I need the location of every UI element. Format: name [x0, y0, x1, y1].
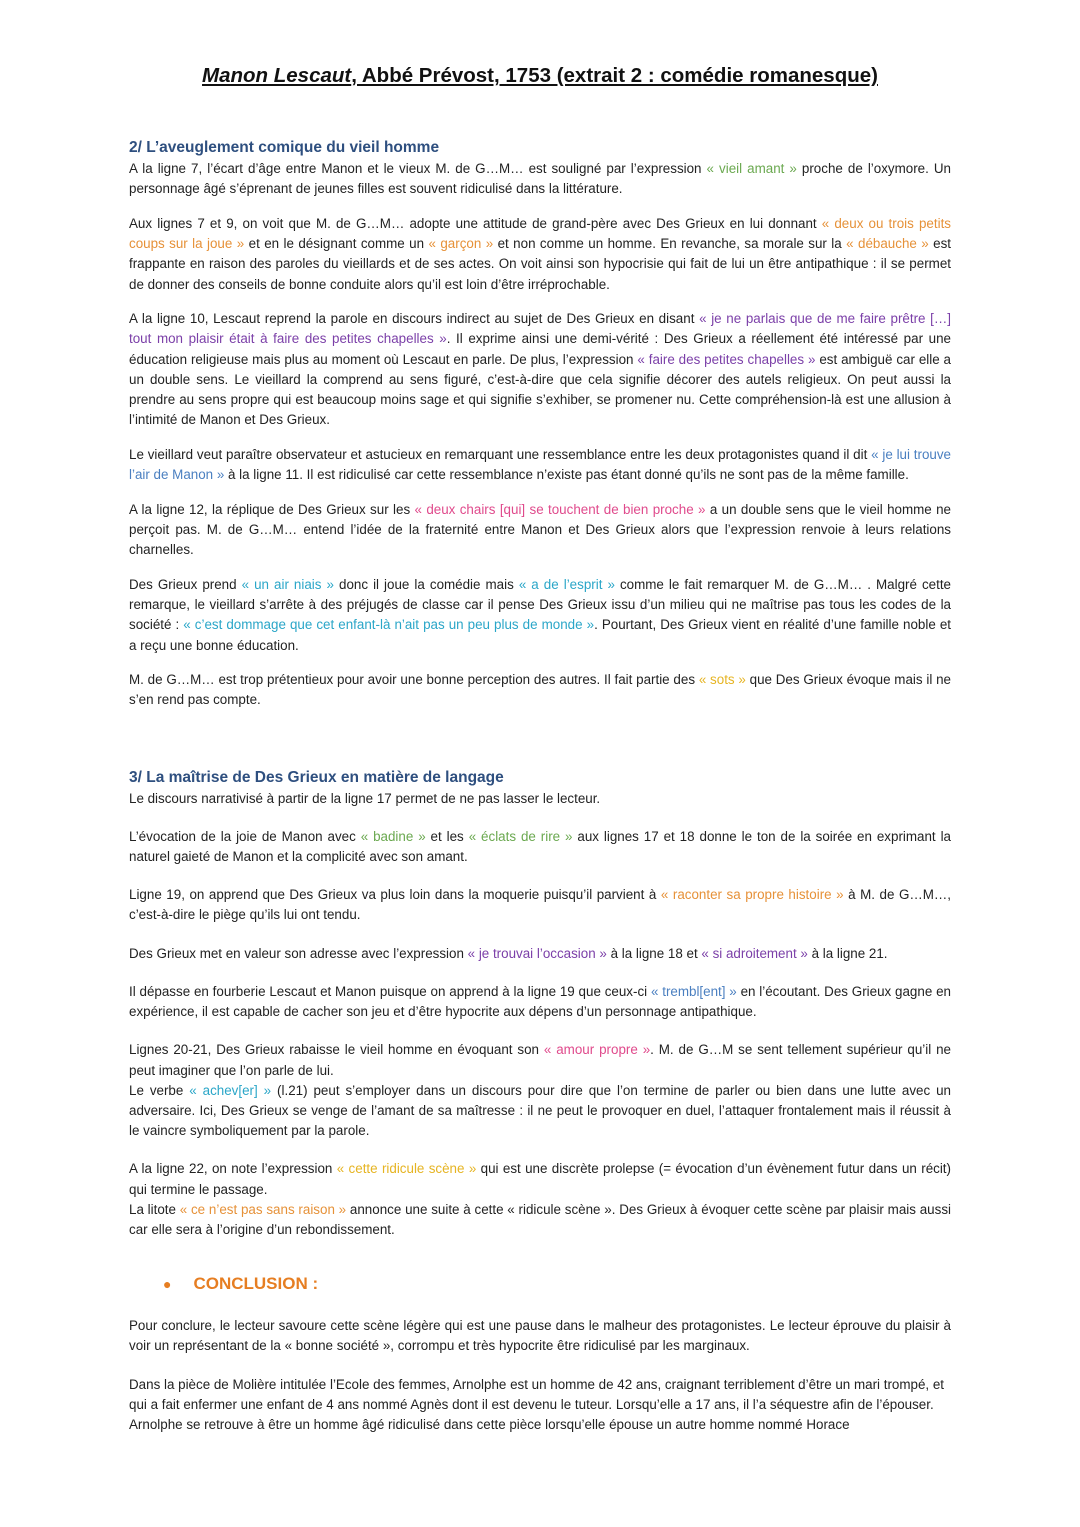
- text: L’évocation de la joie de Manon avec: [129, 828, 361, 844]
- paragraph: [129, 575, 951, 656]
- quote: « vieil amant »: [706, 161, 797, 176]
- text: . Il exprime ainsi une demi-vérité : Des Grieux a réellement été intéressé par une éducation religieuse mais plus au moment où Lescaut en parle. De plus, l’expression: [129, 331, 951, 367]
- text: Il dépasse en fourberie Lescaut et Manon puisque on apprend à la ligne 19 que ceux-ci: [129, 983, 651, 999]
- quote: « badine »: [360, 828, 426, 844]
- quote: « si adroitement »: [701, 945, 808, 961]
- quote: « je lui trouve l’air de Manon »: [129, 446, 951, 483]
- text: A la ligne 10, Lescaut reprend la parole en discours indirect au sujet de Des Grieux en disant: [129, 311, 700, 327]
- text: à M. de G…M…, c’est-à-dire le piège qu’ils lui ont tendu.: [129, 887, 952, 923]
- quote: « je ne parlais que de me faire prêtre […] tout mon plaisir était à faire des petites chapelles »: [129, 311, 951, 347]
- document-title: [0, 64, 1080, 88]
- quote: « deux chairs [qui] se touchent de bien proche »: [414, 501, 706, 517]
- quote: « deux ou trois petits coups sur la joue »: [129, 215, 951, 252]
- paragraph: Dans la pièce de Molière intitulée l’Ecole des femmes, Arnolphe est un homme de 42 ans, craignant terriblement d’être un mari trompé, et qui a fait enfermer une enfant de 4 ans nommé Agnès dont il est devenu le tuteur. Lorsqu’elle a 17 ans, il l’a séquestre afin de l’épouser. Arnolphe se retrouve à être un homme âgé ridiculisé dans cette pièce lorsqu’elle épouse un autre homme nommé Horace: [129, 1376, 945, 1432]
- paragraph: [129, 1040, 951, 1080]
- text: Aux lignes 7 et 9, on voit que M. de G…M… adopte une attitude de grand-père avec Des Grieux en lui donnant: [129, 215, 822, 231]
- section-2-heading: 2/ L’aveuglement comique du vieil homme: [129, 139, 440, 156]
- paragraph: [129, 1081, 951, 1142]
- text: à la ligne 21.: [807, 945, 888, 961]
- paragraph: [129, 1200, 951, 1240]
- text: est frappante en raison des paroles du vieillards et de ses actes. On voit ainsi son hypocrisie qui fait de lui un être antipathique : il se permet de donner des conseils de bonne conduite alors qu’il est loin d’être irréprochable.: [129, 236, 951, 292]
- text: Le vieillard veut paraître observateur et astucieux en remarquant une ressemblance entre les deux protagonistes quand il dit: [129, 446, 872, 462]
- paragraph: [129, 159, 951, 199]
- paragraph: [129, 827, 951, 867]
- quote: « éclats de rire »: [468, 828, 573, 844]
- text: Lignes 20-21, Des Grieux rabaisse le vieil homme en évoquant son: [129, 1042, 544, 1058]
- paragraph: [129, 1159, 951, 1199]
- spacer: [129, 1240, 951, 1270]
- quote: « raconter sa propre histoire »: [660, 887, 844, 903]
- text: . Pourtant, Des Grieux vient en réalité d’une famille noble et a reçu une bonne éducation.: [129, 617, 951, 653]
- text: à la ligne 11. Il est ridiculisé car cette ressemblance n’existe pas étant donné qu’ils ne sont pas de la même famille.: [224, 467, 909, 483]
- text: annonce une suite à cette « ridicule scène ». Des Grieux à évoquer cette scène par plaisir mais aussi car elle sera à l’origine d’un rebondissement.: [129, 1201, 951, 1237]
- quote: « achev[er] »: [189, 1082, 272, 1098]
- text: en l’écoutant. Des Grieux gagne en expérience, il est capable de cacher son jeu et d’être hypocrite aux dépens d’un personnage antipathique.: [129, 983, 951, 1020]
- quote: « je trouvai l’occasion »: [467, 945, 607, 961]
- text: et non comme un homme. En revanche, sa morale sur la: [493, 236, 847, 252]
- section-3-heading: 3/ La maîtrise de Des Grieux en matière de langage: [129, 768, 504, 786]
- text: est ambiguë car elle a un double sens. Le vieillard la comprend au sens figuré, c’est-à-dire que cela signifie décorer des autels religieux. On peut aussi la prendre au sens propre qui est beaucoup moins sage et qui signifie s’exhiber, se promener nu. Cette compréhension-là est une allusion à l’intimité de Manon et Des Grieux.: [129, 351, 952, 428]
- paragraph: [129, 214, 951, 295]
- quote: « ce n’est pas sans raison »: [179, 1201, 347, 1217]
- paragraph: [129, 944, 951, 964]
- spacer: [129, 711, 951, 767]
- text: . M. de G…M se sent tellement supérieur qu’il ne peut imaginer que l’on parle de lui.: [129, 1042, 951, 1078]
- text: aux lignes 17 et 18 donne le ton de la soirée en exprimant la naturel gaieté de Manon et la complicité avec son amant.: [129, 828, 951, 865]
- text: a un double sens que le vieil homme ne perçoit pas. M. de G…M… entend l’idée de la fraternité entre Manon et Des Grieux alors que l’expression renvoie à leurs relations charnelles.: [129, 501, 951, 558]
- text: comme le fait remarquer M. de G…M… . Malgré cette remarque, le vieillard s’arrête à des préjugés de classe car il pense Des Grieux issu d’un milieu qui ne maîtrise pas tous les codes de la société :: [129, 576, 952, 633]
- paragraph: Le discours narrativisé à partir de la ligne 17 permet de ne pas lasser le lecteur.: [129, 790, 601, 806]
- quote: « faire des petites chapelles »: [637, 351, 816, 367]
- quote: « amour propre »: [543, 1042, 651, 1058]
- text: (l.21) peut s’employer dans un discours pour dire que l’on termine de parler ou bien dans une lutte avec un adversaire. Ici, Des Grieux se venge de l’amant de sa maîtresse : il ne peut le provoquer en duel, l’attaquer frontalement mais il réussit à le vaincre symboliquement par la parole.: [129, 1082, 951, 1139]
- text: qui est une discrète prolepse (= évocation d’un évènement futur dans un récit) qui termine le passage.: [129, 1161, 951, 1197]
- text: à la ligne 18 et: [606, 945, 702, 961]
- title-work: Manon Lescaut: [202, 64, 352, 87]
- text: Des Grieux met en valeur son adresse avec l’expression: [129, 945, 468, 961]
- bullet-icon: ●: [163, 1276, 172, 1293]
- paragraph: [129, 982, 951, 1022]
- conclusion-heading: [163, 1270, 951, 1298]
- document-body: [129, 137, 951, 1435]
- paragraph: [129, 885, 951, 925]
- quote: « cette ridicule scène »: [336, 1161, 477, 1177]
- quote: « trembl[ent] »: [650, 983, 737, 999]
- quote: « débauche »: [846, 236, 929, 252]
- text: La litote: [129, 1201, 180, 1217]
- paragraph: [129, 309, 951, 430]
- quote: « c’est dommage que cet enfant-là n’ait pas un peu plus de monde »: [183, 617, 595, 633]
- text: Ligne 19, on apprend que Des Grieux va plus loin dans la moquerie puisqu’il parvient à: [129, 887, 661, 903]
- text: proche de l’oxymore. Un personnage âgé s’éprenant de jeunes filles est souvent ridiculisé dans la littérature.: [129, 161, 951, 197]
- text: et en le désignant comme un: [244, 236, 429, 252]
- title-rest: , Abbé Prévost, 1753 (extrait 2 : comédie romanesque): [351, 64, 878, 87]
- paragraph: Pour conclure, le lecteur savoure cette scène légère qui est une pause dans le malheur des protagonistes. Le lecteur éprouve du plaisir à voir un représentant de la « bonne société », corrompu et très hypocrite être ridiculisé par les marginaux.: [129, 1318, 951, 1354]
- text: que Des Grieux évoque mais il ne s’en rend pas compte.: [129, 672, 951, 708]
- text: Le verbe: [129, 1082, 190, 1098]
- text: A la ligne 12, la réplique de Des Grieux sur les: [129, 501, 415, 517]
- conclusion-heading-text: CONCLUSION :: [193, 1274, 319, 1294]
- text: M. de G…M… est trop prétentieux pour avoir une bonne perception des autres. Il fait partie des: [129, 672, 699, 688]
- text: et les: [425, 828, 469, 844]
- paragraph: [129, 670, 951, 710]
- quote: « garçon »: [428, 236, 494, 252]
- quote: « a de l’esprit »: [518, 576, 615, 592]
- quote: « sots »: [698, 672, 746, 688]
- quote: « un air niais »: [241, 576, 334, 592]
- text: A la ligne 7, l’écart d’âge entre Manon et le vieux M. de G…M… est souligné par l’expression: [129, 161, 707, 176]
- paragraph: [129, 445, 951, 485]
- text: Des Grieux prend: [129, 576, 242, 592]
- text: donc il joue la comédie mais: [333, 576, 519, 592]
- paragraph: [129, 500, 951, 561]
- text: A la ligne 22, on note l’expression: [129, 1161, 337, 1177]
